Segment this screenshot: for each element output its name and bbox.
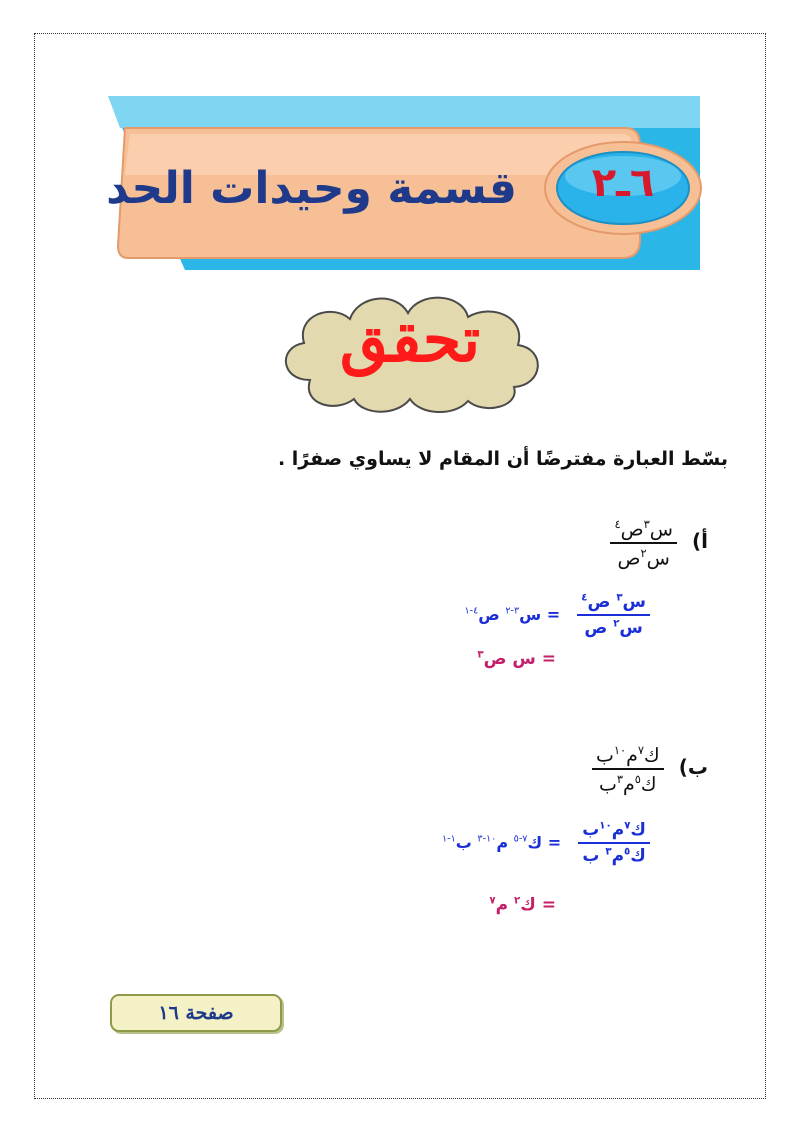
check-heading: تحقق [339, 303, 481, 376]
problem-b-step1-result: = ك$^{٧-٥}$ م$^{١٠-٣}$ ب$^{١-١}$ [441, 832, 562, 852]
problem-b-step1 [442, 820, 650, 866]
instruction-text: بسّط العبارة مفترضًا أن المقام لا يساوي صفرًا . [277, 448, 728, 470]
header-banner [0, 0, 800, 290]
problem-b [592, 743, 708, 796]
problem-a [610, 517, 708, 570]
page-title: قسمة وحيدات الحد [106, 163, 517, 214]
problem-a-result: = س ص$^٣$ [477, 649, 556, 669]
problem-a-fraction: $\frac{س^٣ص^٤}{س^٢ص}$ [610, 517, 676, 570]
problem-a-label: أ) [692, 528, 708, 553]
page-number-badge: صفحة ١٦ [110, 994, 282, 1032]
problem-a-step1-fraction: $\frac{س^٣ ص^٤}{س^٢ ص}$ [577, 592, 650, 638]
problem-b-fraction: $\frac{ك^٧م^{١٠}ب}{ك^٥م^٣ب}$ [592, 743, 664, 796]
problem-b-result: = ك$^٢$ م$^٧$ [489, 895, 556, 915]
problem-b-label: ب) [678, 754, 708, 779]
lesson-number: ٦ـ٢ [591, 160, 655, 206]
problem-a-step1 [464, 592, 650, 638]
problem-b-step1-fraction: $\frac{ك^٧م^{١٠}ب}{ك^٥م^٣ ب}$ [578, 820, 650, 866]
problem-a-step1-result: = س$^{٣-٢}$ ص$^{٤-١}$ [464, 604, 561, 624]
